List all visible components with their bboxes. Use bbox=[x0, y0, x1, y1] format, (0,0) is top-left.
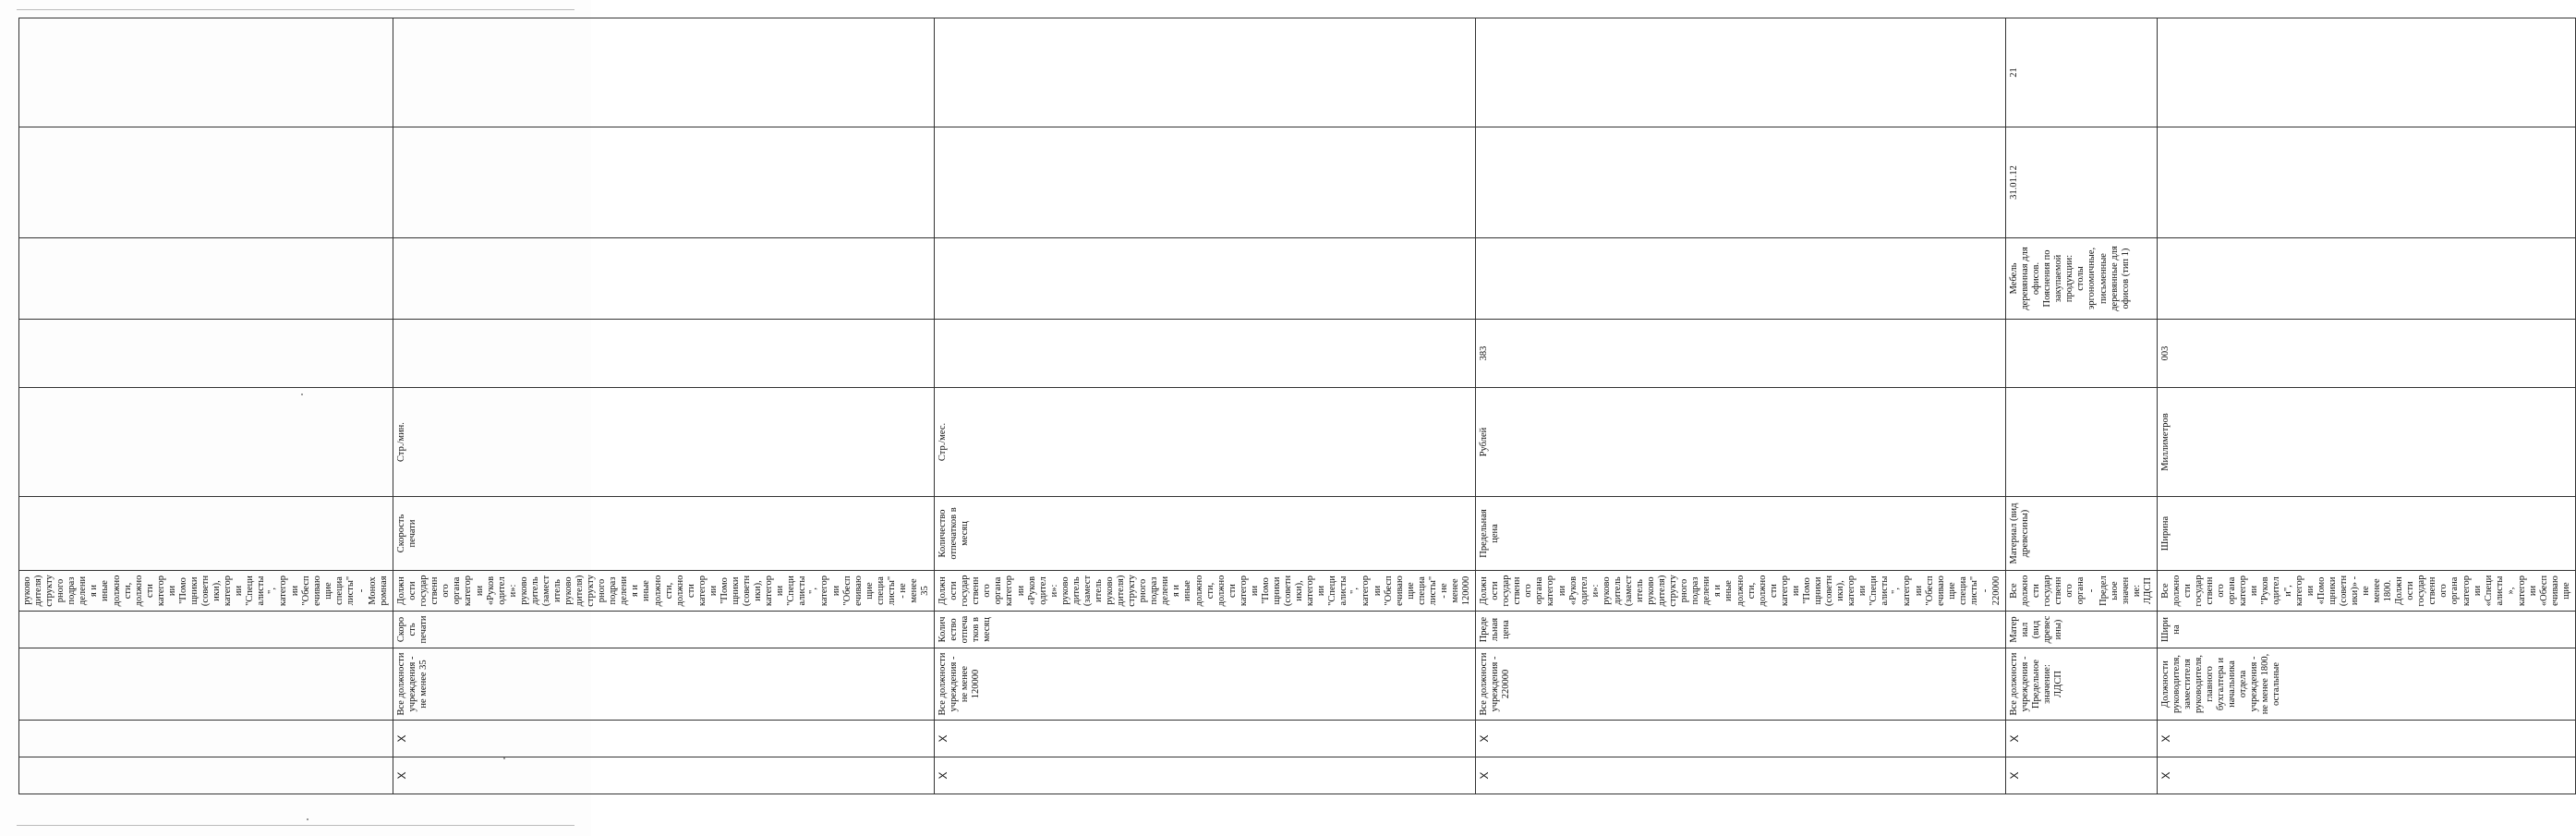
cell-x1: X bbox=[2006, 721, 2158, 757]
cell-name bbox=[2157, 238, 2575, 320]
cell-val2: Все должности учреждения - 220000 bbox=[1476, 648, 2006, 721]
cell-val2: Все должности учреждения - не менее 120000 bbox=[935, 648, 1476, 721]
cell-okei-code bbox=[2006, 320, 2158, 388]
cell-char1: Предельная цена bbox=[1476, 497, 2006, 571]
cell-char1: Материал (вид древесины) bbox=[2006, 497, 2158, 571]
cell-code bbox=[935, 127, 1476, 238]
cell-x2: X bbox=[2006, 757, 2158, 794]
cell-name: Мебель деревянная для офисов. Пояснения по закупаемой продукции: столы эргономичные, письменные деревянные для офисов (тип 1) bbox=[2006, 238, 2158, 320]
cell-x1: X bbox=[935, 721, 1476, 757]
cell-char2: Скорость печати bbox=[393, 612, 935, 648]
cell-char2: Ширина bbox=[2157, 612, 2575, 648]
cell-unit bbox=[19, 388, 393, 497]
cell-unit: Стр./мин. bbox=[393, 388, 935, 497]
cell-num: 21 bbox=[2006, 18, 2158, 127]
table-row bbox=[19, 18, 393, 794]
cell-num bbox=[935, 18, 1476, 127]
cell-val1: руководителя) структурного подразделения и иные должности, должности категории "Помощники (советники), категории "Специалисты", категории "Обеспечивающие специалисты" - Монохромная bbox=[19, 571, 393, 612]
cell-num bbox=[393, 18, 935, 127]
cell-val1: Должности государственного органа категории «Руководители»: руководитель (заместитель руководителя) структурного подразделения и иные должности, должности категории "Помощники (советники), категории "Специалисты", категории "Обеспечивающие специалисты" - не менее 35 bbox=[393, 571, 935, 612]
cell-x2: X bbox=[935, 757, 1476, 794]
cell-num bbox=[2157, 18, 2575, 127]
table-row bbox=[2157, 18, 2575, 794]
cell-unit: Стр./мес. bbox=[935, 388, 1476, 497]
cell-x1 bbox=[19, 721, 393, 757]
cell-x2: X bbox=[2157, 757, 2575, 794]
cell-val1: Все должности государственного органа - Предельное значение: ЛДСП bbox=[2006, 571, 2158, 612]
cell-char1: Скорость печати bbox=[393, 497, 935, 571]
cell-val1: Должности государственного органа категории «Руководители»: руководитель (заместитель руководителя) структурного подразделения и иные должности, должности категории "Помощники (советники), категории "Специалисты", категории "Обеспечивающие специалисты" - 220000 bbox=[1476, 571, 2006, 612]
cell-char1: Ширина bbox=[2157, 497, 2575, 571]
cell-num bbox=[19, 18, 393, 127]
cell-val2: Должности руководителя, заместителя руководителя, главного бухгалтера и начальника отдела учреждения - не менее 1800, остальные bbox=[2157, 648, 2575, 721]
cell-val2: Все должности учреждения - не менее 35 bbox=[393, 648, 935, 721]
cell-name bbox=[935, 238, 1476, 320]
cell-val2 bbox=[19, 648, 393, 721]
table-row bbox=[2006, 18, 2158, 794]
cell-val1: Все должности государственного органа категории "Руководители", категории «Помощники (советники)» - не менее 1800. Должности государственного органа категории «Специалисты», категории «Обеспечивающие bbox=[2157, 571, 2575, 612]
cell-char2: Материал (вид древесины) bbox=[2006, 612, 2158, 648]
requirements-table bbox=[18, 18, 2576, 794]
table-row bbox=[393, 18, 935, 794]
cell-num bbox=[1476, 18, 2006, 127]
cell-name bbox=[393, 238, 935, 320]
cell-x1: X bbox=[1476, 721, 2006, 757]
cell-code bbox=[393, 127, 935, 238]
cell-char1: Количество отпечатков в месяц bbox=[935, 497, 1476, 571]
cell-x1: X bbox=[393, 721, 935, 757]
cell-val2: Все должности учреждения - Предельное значение: ЛДСП bbox=[2006, 648, 2158, 721]
cell-unit bbox=[2006, 388, 2158, 497]
cell-okei-code bbox=[393, 320, 935, 388]
cell-code bbox=[1476, 127, 2006, 238]
cell-char2: Количество отпечатков в месяц bbox=[935, 612, 1476, 648]
cell-char1 bbox=[19, 497, 393, 571]
cell-x1: X bbox=[2157, 721, 2575, 757]
bottom-scan-edge bbox=[17, 825, 574, 826]
cell-unit: Рублей bbox=[1476, 388, 2006, 497]
cell-code: 31.01.12 bbox=[2006, 127, 2158, 238]
cell-val1: Должности государственного органа категории «Руководители»: руководитель (заместитель руководителя) структурного подразделения и иные должности, должности категории "Помощники (советники), категории "Специалисты", категории "Обеспечивающие специалисты" - не менее 120000 bbox=[935, 571, 1476, 612]
cell-okei-code: 383 bbox=[1476, 320, 2006, 388]
cell-okei-code bbox=[19, 320, 393, 388]
top-scan-edge bbox=[17, 9, 574, 10]
rotated-table-wrapper bbox=[18, 18, 2572, 794]
cell-x2: X bbox=[1476, 757, 2006, 794]
table-row bbox=[935, 18, 1476, 794]
cell-name bbox=[19, 238, 393, 320]
cell-okei-code: 003 bbox=[2157, 320, 2575, 388]
cell-x2: X bbox=[393, 757, 935, 794]
cell-char2 bbox=[19, 612, 393, 648]
cell-unit: Миллиметров bbox=[2157, 388, 2575, 497]
cell-name bbox=[1476, 238, 2006, 320]
cell-x2 bbox=[19, 757, 393, 794]
cell-code bbox=[19, 127, 393, 238]
cell-okei-code bbox=[935, 320, 1476, 388]
cell-char2: Предельная цена bbox=[1476, 612, 2006, 648]
table-row bbox=[1476, 18, 2006, 794]
cell-code bbox=[2157, 127, 2575, 238]
